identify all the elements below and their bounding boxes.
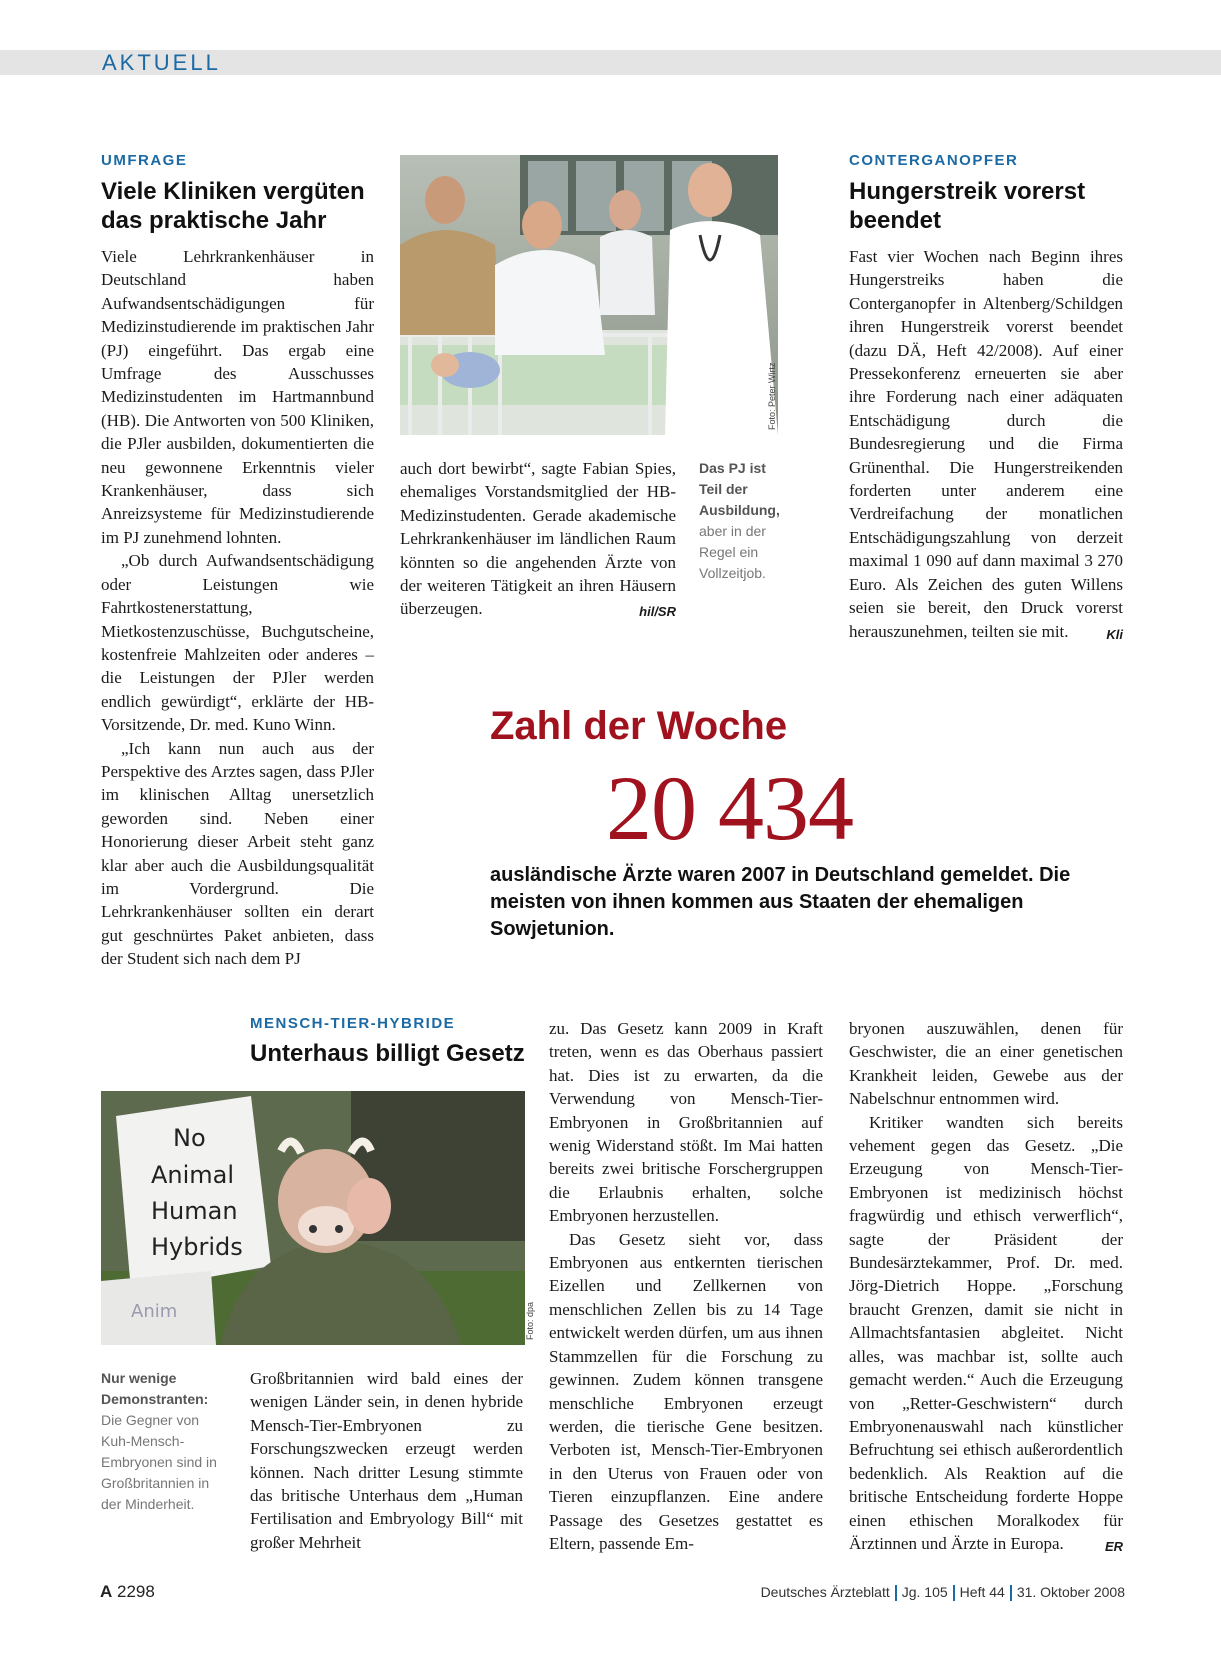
journal-issue: Heft 44: [959, 1584, 1005, 1600]
article1-kicker: UMFRAGE: [101, 152, 188, 169]
protest-photo: [101, 1091, 525, 1345]
number-of-week-text: ausländische Ärzte waren 2007 in Deutschland gemeldet. Die meisten von ihnen kommen aus Staaten der ehemaligen Sowjetunion.: [490, 864, 1071, 940]
number-of-week-title: Zahl der Woche: [490, 704, 788, 748]
separator: [895, 1585, 897, 1601]
page-prefix: A: [100, 1582, 113, 1601]
journal-name: Deutsches Ärzteblatt: [760, 1584, 890, 1600]
article1-paragraph: „Ich kann nun auch aus der Perspektive des Arztes sagen, dass PJler im klinischen Alltag unersetzlich geworden sind. Neben einer Honorierung dieser Arbeit steht ganz klar aber auch die Ausbildungsqualität im Vordergrund. Die Lehrkrankenhäuser sollten ein derart gut geschnürtes Paket anbieten, dass der Student sich nach dem PJ: [101, 738, 374, 969]
article1-column-1: [101, 245, 374, 971]
article3-paragraph: Großbritannien wird bald eines der wenigen Länder sein, in denen hybride Mensch-Tier-Embryonen zu Forschungszwecken erzeugt werden können. Nach dritter Lesung stimmte das britische Unterhaus dem „Human Fertilisation and Embryology Bill“ mit großer Mehrheit: [250, 1369, 523, 1552]
sign-text: Animal: [151, 1161, 235, 1189]
caption-text: aber in der Regel ein Vollzeitjob.: [699, 523, 766, 581]
article3-paragraph: bryonen auszuwählen, denen für Geschwister, die an einer genetischen Krankheit leiden, Gewebe aus der Nabelschnur entnommen wird.: [849, 1019, 1123, 1109]
article3-kicker: MENSCH-TIER-HYBRIDE: [250, 1015, 456, 1032]
separator: [1010, 1585, 1012, 1601]
article2-column: [849, 245, 1123, 646]
article2-headline: Hungerstreik vorerst beendet: [849, 178, 1086, 234]
article1-paragraph: „Ob durch Aufwandsentschädigung oder Leistungen wie Fahrtkostenerstattung, Mietkostenzuschüsse, Buchgutscheine, kostenfreie Mahlzeiten oder anderes – die Leistungen der PJler werden endlich gewürdigt“, erklärte der HB-Vorsitzende, Dr. med. Kuno Winn.: [101, 551, 374, 735]
article2-paragraph: Fast vier Wochen nach Beginn ihres Hungerstreiks haben die Conterganopfer in Altenberg/Schildgen ihren Hungerstreik vorerst beendet (dazu DÄ, Heft 42/2008). Auf einer Pressekonferenz erneuerten sie aber ihre Forderung nach einer adäquaten Entschädigung durch die Bundesregierung und die Firma Grünenthal. Die Hungerstreikenden forderten unter anderem eine Verdreifachung der monatlichen Entschädigungszahlung von derzeit maximal 1 090 auf dann maximal 3 270 Euro. Als Zeichen des guten Willens seien sie bereit, den Druck vorerst herauszunehmen, teilten sie mit.: [849, 247, 1123, 641]
sign-text-small: Anim: [131, 1301, 178, 1322]
protest-photo-caption: [101, 1368, 231, 1515]
article3-paragraph: Das Gesetz sieht vor, dass Embryonen aus entkernten tierischen Eizellen und Zellkernen von menschlichen Zellen bis zu 14 Tage entwickelt werden dürfen, um aus ihnen Stammzellen für die Forschung zu gewinnen. Zudem können transgene menschliche Embryonen erzeugt werden, die tierische Gene besitzen. Verboten ist, Mensch-Tier-Embryonen in den Uterus von Frauen oder von Tieren einzupflanzen. Eine andere Passage des Gesetzes gestattet es Eltern, passende Em-: [549, 1229, 823, 1553]
caption-lead: Das PJ ist Teil der Ausbildung,: [699, 460, 780, 518]
caption-text: Die Gegner von Kuh-Mensch-Embryonen sind in Großbritannien in der Minderheit.: [101, 1412, 217, 1512]
journal-volume: Jg. 105: [901, 1584, 948, 1600]
article1-paragraph: auch dort bewirbt“, sagte Fabian Spies, ehemaliges Vorstandsmitglied der HB-Medizinstudenten. Gerade akademische Lehrkrankenhäuser im ländlichen Raum könnten so die angehenden Ärzte von der weiteren Tätigkeit an ihren Häusern überzeugen.: [400, 459, 676, 619]
article3-column-3: [849, 1017, 1123, 1558]
page-number-value: 2298: [117, 1582, 155, 1601]
protest-photo-image: [101, 1091, 525, 1345]
article1-paragraph: Viele Lehrkrankenhäuser in Deutschland haben Aufwandsentschädigungen für Medizinstudierende im praktischen Jahr (PJ) eingeführt. Das ergab eine Umfrage des Ausschusses Medizinstudenten im Hartmannbund (HB). Die Antworten von 500 Kliniken, die PJler ausbilden, dokumentierten die neu gewonnene Erkenntnis vieler Krankenhäuser, dass sich Anreizsysteme für Medizinstudierende im PJ zunehmend lohnten.: [101, 247, 374, 547]
article1-headline: Viele Kliniken vergüten das praktische Jahr: [101, 178, 365, 234]
article3-headline: Unterhaus billigt Gesetz: [250, 1040, 525, 1067]
article3-column-1: [250, 1367, 523, 1554]
article1-column-2: [400, 457, 676, 624]
caption-lead: Nur wenige Demonstranten:: [101, 1370, 209, 1407]
article1-signature: hil/SR: [639, 604, 676, 620]
article2-kicker: CONTERGANOPFER: [849, 152, 1019, 169]
hospital-photo-credit: Foto: Peter Wirtz: [767, 362, 777, 430]
article2-signature: Kli: [1106, 626, 1123, 642]
journal-info: [761, 1584, 1125, 1601]
sign-text: No: [173, 1124, 206, 1152]
number-of-week-value: 20 434: [606, 757, 853, 859]
page-number: [100, 1582, 155, 1602]
article3-signature: ER: [1104, 1538, 1123, 1554]
hospital-photo: [400, 155, 778, 435]
separator: [953, 1585, 955, 1601]
hospital-photo-caption: [699, 458, 789, 584]
journal-date: 31. Oktober 2008: [1016, 1584, 1125, 1600]
section-label: AKTUELL: [102, 50, 221, 75]
hospital-photo-image: [400, 155, 778, 435]
protest-photo-credit: Foto: dpa: [525, 1301, 535, 1340]
article3-paragraph: Kritiker wandten sich bereits vehement gegen das Gesetz. „Die Erzeugung von Mensch-Tier-Embryonen ist medizinisch höchst fragwürdig und ethisch verwerflich“, sagte der Präsident der Bundesärztekammer, Prof. Dr. med. Jörg-Dietrich Hoppe. „Forschung braucht Grenzen, damit sie nicht in Allmachtsfantasien abgleitet. Nicht alles, was machbar ist, sollte auch gemacht werden.“ Auch die Erzeugung von „Retter-Geschwistern“ durch Embryonenauswahl nach künstlicher Befruchtung sei ethisch außerordentlich bedenklich. Als Reaktion auf die britische Entscheidung forderte Hoppe einen ethischen Moralkodex für Ärztinnen und Ärzte in Europa.: [849, 1112, 1123, 1553]
sign-text: Hybrids: [151, 1233, 243, 1261]
sign-text: Human: [151, 1197, 238, 1225]
article3-paragraph: zu. Das Gesetz kann 2009 in Kraft treten, wenn es das Oberhaus passiert hat. Dies ist zu erwarten, da die Verwendung von Mensch-Tier-Embryonen in Großbritannien auf wenig Widerstand stößt. Im Mai hatten bereits zwei britische Forschergruppen die Erlaubnis erhalten, solche Embryonen herzustellen.: [549, 1019, 823, 1226]
article3-column-2: [549, 1017, 823, 1555]
